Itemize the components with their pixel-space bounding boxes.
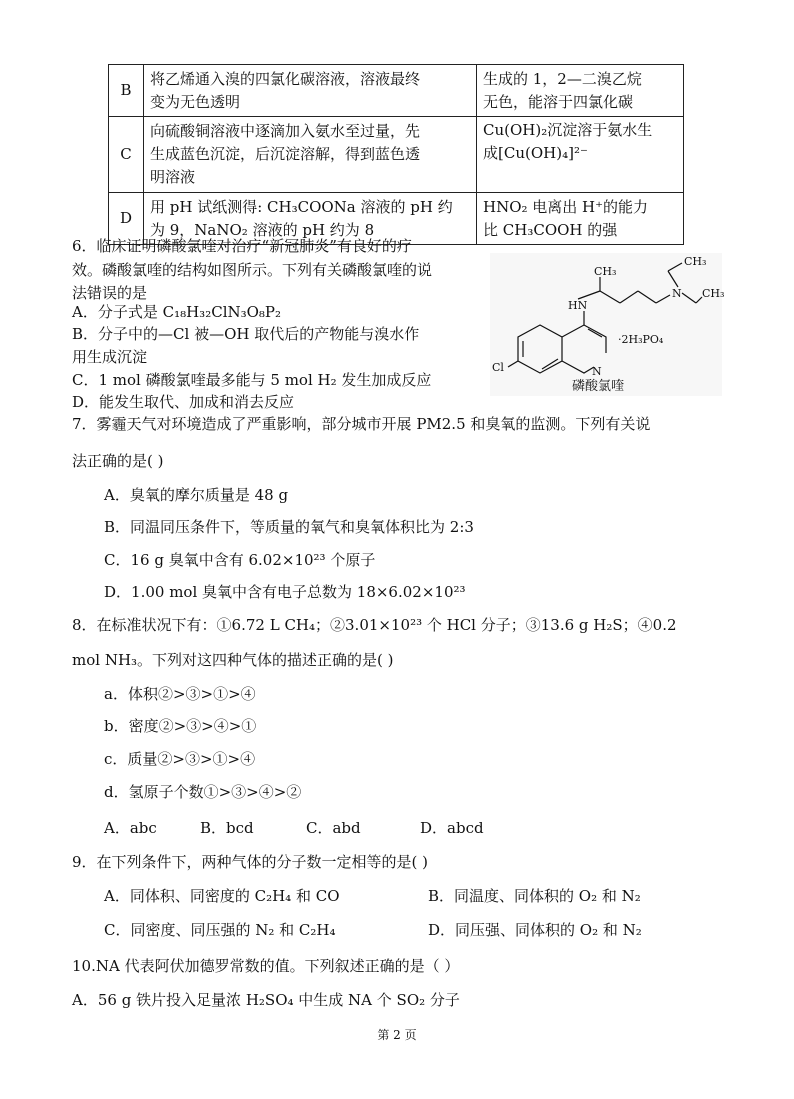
svg-text:N: N bbox=[592, 365, 602, 378]
q6-stem-line2: 效。磷酸氯喹的结构如图所示。下列有关磷酸氯喹的说 bbox=[72, 261, 433, 279]
q6-option-d: D．能发生取代、加成和消去反应 bbox=[72, 393, 295, 411]
svg-text:CH₃: CH₃ bbox=[594, 265, 617, 278]
q9-option-c: C．同密度、同压强的 N₂ 和 C₂H₄ bbox=[104, 921, 336, 939]
q8-stem-line1: 8．在标准状况下有：①6.72 L CH₄；②3.01×10²³ 个 HCl 分子；③13.6 g H₂S；④0.2 bbox=[72, 616, 677, 634]
q6-stem-line1: 6．临床证明磷酸氯喹对治疗“新冠肺炎”有良好的疗 bbox=[72, 237, 412, 255]
svg-text:N: N bbox=[672, 287, 682, 300]
q6-stem-line3: 法错误的是 bbox=[72, 284, 148, 302]
q7-stem-line1: 7．雾霾天气对环境造成了严重影响，部分城市开展 PM2.5 和臭氧的监测。下列有关说 bbox=[72, 415, 651, 433]
row-explanation: Cu(OH)₂沉淀溶于氨水生 成[Cu(OH)₄]²⁻ bbox=[477, 117, 684, 193]
q7-option-c: C．16 g 臭氧中含有 6.02×10²³ 个原子 bbox=[104, 551, 376, 569]
svg-text:Cl: Cl bbox=[492, 361, 504, 374]
q8-statement-c: c．质量②>③>①>④ bbox=[104, 750, 256, 768]
figure-caption: 磷酸氯喹 bbox=[572, 379, 625, 394]
q8-statement-b: b．密度②>③>④>① bbox=[104, 717, 257, 735]
table-row bbox=[109, 117, 684, 193]
q6-option-b-line2: 用生成沉淀 bbox=[72, 348, 148, 366]
row-explanation: 生成的 1，2—二溴乙烷 无色，能溶于四氯化碳 bbox=[477, 65, 684, 117]
q8-stem-line2: mol NH₃。下列对这四种气体的描述正确的是( ) bbox=[72, 651, 394, 669]
q9-stem: 9．在下列条件下，两种气体的分子数一定相等的是( ) bbox=[72, 853, 429, 871]
svg-text:CH₃: CH₃ bbox=[702, 287, 725, 300]
q8-statement-d: d．氢原子个数①>③>④>② bbox=[104, 783, 302, 801]
q8-choice-c: C．abd bbox=[306, 819, 361, 837]
q6-option-b-line1: B．分子中的—Cl 被—OH 取代后的产物能与溴水作 bbox=[72, 325, 420, 343]
chloroquine-phosphate-structure bbox=[490, 253, 725, 396]
q10-option-a: A．56 g 铁片投入足量浓 H₂SO₄ 中生成 NA 个 SO₂ 分子 bbox=[72, 991, 460, 1009]
row-label: B bbox=[109, 65, 144, 117]
row-description: 向硫酸铜溶液中逐滴加入氨水至过量，先 生成蓝色沉淀，后沉淀溶解，得到蓝色透 明溶液 bbox=[144, 117, 477, 193]
row-description: 将乙烯通入溴的四氯化碳溶液，溶液最终 变为无色透明 bbox=[144, 65, 477, 117]
q6-option-c: C．1 mol 磷酸氯喹最多能与 5 mol H₂ 发生加成反应 bbox=[72, 371, 432, 389]
q8-choice-d: D．abcd bbox=[420, 819, 484, 837]
row-label: D bbox=[109, 193, 144, 245]
q8-choice-a: A．abc bbox=[104, 819, 157, 837]
q6-option-a: A．分子式是 C₁₈H₃₂ClN₃O₈P₂ bbox=[72, 303, 282, 321]
table-row bbox=[109, 65, 684, 117]
q9-option-b: B．同温度、同体积的 O₂ 和 N₂ bbox=[428, 887, 641, 905]
svg-text:·2H₃PO₄: ·2H₃PO₄ bbox=[618, 333, 664, 346]
row-explanation: HNO₂ 电离出 H⁺的能力 比 CH₃COOH 的强 bbox=[477, 193, 684, 245]
q10-stem: 10.NA 代表阿伏加德罗常数的值。下列叙述正确的是（ ） bbox=[72, 957, 460, 975]
row-label: C bbox=[109, 117, 144, 193]
row-description: 用 pH 试纸测得: CH₃COONa 溶液的 pH 约 为 9，NaNO₂ 溶液的 pH 约为 8 bbox=[144, 193, 477, 245]
q8-statement-a: a．体积②>③>①>④ bbox=[104, 685, 256, 703]
q9-option-d: D．同压强、同体积的 O₂ 和 N₂ bbox=[428, 921, 642, 939]
q8-choice-b: B．bcd bbox=[200, 819, 254, 837]
svg-text:CH₃: CH₃ bbox=[684, 255, 707, 268]
q7-option-a: A．臭氧的摩尔质量是 48 g bbox=[104, 486, 289, 504]
page-number: 第 2 页 bbox=[377, 1028, 417, 1042]
options-table bbox=[108, 64, 684, 245]
svg-text:HN: HN bbox=[568, 299, 588, 312]
q7-stem-line2: 法正确的是( ) bbox=[72, 452, 164, 470]
q9-option-a: A．同体积、同密度的 C₂H₄ 和 CO bbox=[104, 887, 340, 905]
q7-option-b: B．同温同压条件下，等质量的氧气和臭氧体积比为 2:3 bbox=[104, 518, 474, 536]
q7-option-d: D．1.00 mol 臭氧中含有电子总数为 18×6.02×10²³ bbox=[104, 583, 466, 601]
